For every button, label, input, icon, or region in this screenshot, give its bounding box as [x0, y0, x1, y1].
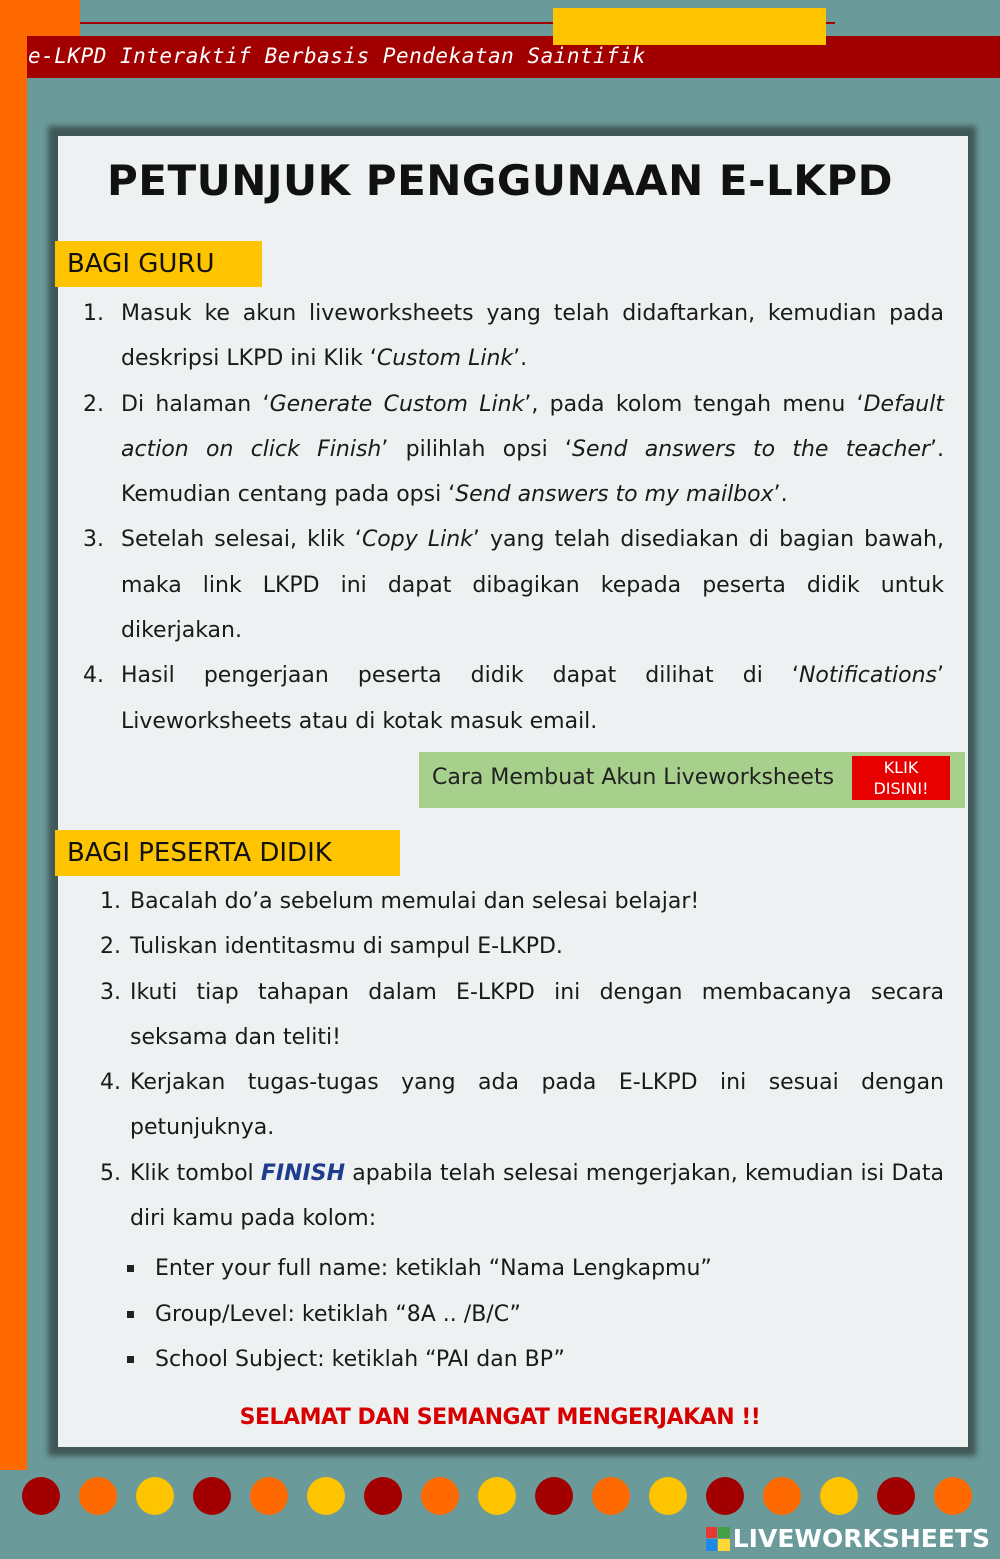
- decorative-dot: [535, 1477, 573, 1515]
- square-bullet-icon: [127, 1356, 134, 1363]
- item-number: 4.: [100, 1070, 121, 1096]
- liveworksheets-logo-icon: [706, 1527, 730, 1551]
- list-item: 4. Hasil pengerjaan peserta didik dapat dilihat di ‘Notifications’ Liveworksheets atau di kotak masuk email.: [83, 653, 944, 744]
- square-bullet-icon: [127, 1311, 134, 1318]
- decorative-dot: [820, 1477, 858, 1515]
- list-item: 1. Masuk ke akun liveworksheets yang telah didaftarkan, kemudian pada deskripsi LKPD ini Klik ‘Custom Link’.: [83, 291, 944, 382]
- decorative-dot: [934, 1477, 972, 1515]
- decorative-dot: [877, 1477, 915, 1515]
- list-item: 2. Tuliskan identitasmu di sampul E-LKPD.: [100, 924, 944, 969]
- decorative-dot: [592, 1477, 630, 1515]
- item-number: 1.: [83, 301, 104, 326]
- page-title: PETUNJUK PENGGUNAAN E-LKPD: [107, 156, 893, 205]
- list-item: 3. Ikuti tiap tahapan dalam E-LKPD ini dengan membacanya secara seksama dan teliti!: [100, 970, 944, 1061]
- decorative-dot: [307, 1477, 345, 1515]
- list-item: 5. Klik tombol FINISH apabila telah selesai mengerjakan, kemudian isi Data diri kamu pada kolom:: [100, 1151, 944, 1242]
- bullet-item: Enter your full name: ketiklah “Nama Lengkapmu”: [127, 1246, 947, 1292]
- logo-square: [706, 1527, 718, 1539]
- item-number: 1.: [100, 889, 121, 914]
- square-bullet-icon: [127, 1265, 134, 1272]
- bullet-item: Group/Level: ketiklah “8A .. /B/C”: [127, 1292, 947, 1338]
- account-guide-text: Cara Membuat Akun Liveworksheets: [432, 765, 835, 790]
- list-item: 1. Bacalah do’a sebelum memulai dan selesai belajar!: [100, 879, 944, 924]
- decorative-dot: [250, 1477, 288, 1515]
- decorative-dot: [136, 1477, 174, 1515]
- item-number: 2.: [83, 391, 104, 417]
- guru-instruction-list: [83, 291, 944, 744]
- list-item: 3. Setelah selesai, klik ‘Copy Link’ yang telah disediakan di bagian bawah, maka link LKPD ini dapat dibagikan kepada peserta didik untuk dikerjakan.: [83, 517, 944, 653]
- decorative-dot: [193, 1477, 231, 1515]
- decorative-dot: [22, 1477, 60, 1515]
- decorative-dot: [649, 1477, 687, 1515]
- decorative-dot: [706, 1477, 744, 1515]
- top-orange-block: [27, 0, 80, 40]
- item-number: 5.: [100, 1160, 121, 1186]
- section-label-peserta-didik: BAGI PESERTA DIDIK: [55, 830, 400, 876]
- decorative-dot: [763, 1477, 801, 1515]
- logo-square: [718, 1539, 730, 1551]
- item-number: 2.: [100, 934, 121, 960]
- logo-square: [718, 1527, 730, 1539]
- item-number: 3.: [83, 527, 104, 553]
- section-label-guru: BAGI GURU: [55, 241, 262, 287]
- list-item: 4. Kerjakan tugas-tugas yang ada pada E-LKPD ini sesuai dengan petunjuknya.: [100, 1060, 944, 1151]
- header-subtitle: e-LKPD Interaktif Berbasis Pendekatan Saintifik: [28, 44, 646, 68]
- decorative-dot: [364, 1477, 402, 1515]
- item-number: 3.: [100, 979, 121, 1005]
- decorative-dot: [478, 1477, 516, 1515]
- list-item: 2. Di halaman ‘Generate Custom Link’, pada kolom tengah menu ‘Default action on click Finish’ pilihlah opsi ‘Send answers to the teacher’. Kemudian centang pada opsi ‘Send answers to my mailbox’.: [83, 382, 944, 518]
- header-yellow-bar: [553, 8, 826, 45]
- decorative-dot: [79, 1477, 117, 1515]
- finish-keyword: FINISH: [260, 1160, 345, 1186]
- logo-square: [706, 1539, 718, 1551]
- item-number: 4.: [83, 663, 104, 689]
- siswa-instruction-list: [100, 879, 944, 1241]
- left-orange-stripe: [0, 0, 27, 1470]
- decorative-dot: [421, 1477, 459, 1515]
- decorative-dot-row: [0, 1477, 1000, 1517]
- bullet-item: School Subject: ketiklah “PAI dan BP”: [127, 1337, 947, 1383]
- data-fields-list: [127, 1246, 947, 1383]
- klik-disini-button[interactable]: KLIK DISINI!: [852, 756, 950, 800]
- closing-message: SELAMAT DAN SEMANGAT MENGERJAKAN !!: [239, 1405, 761, 1430]
- liveworksheets-brand: LIVEWORKSHEETS: [706, 1524, 990, 1553]
